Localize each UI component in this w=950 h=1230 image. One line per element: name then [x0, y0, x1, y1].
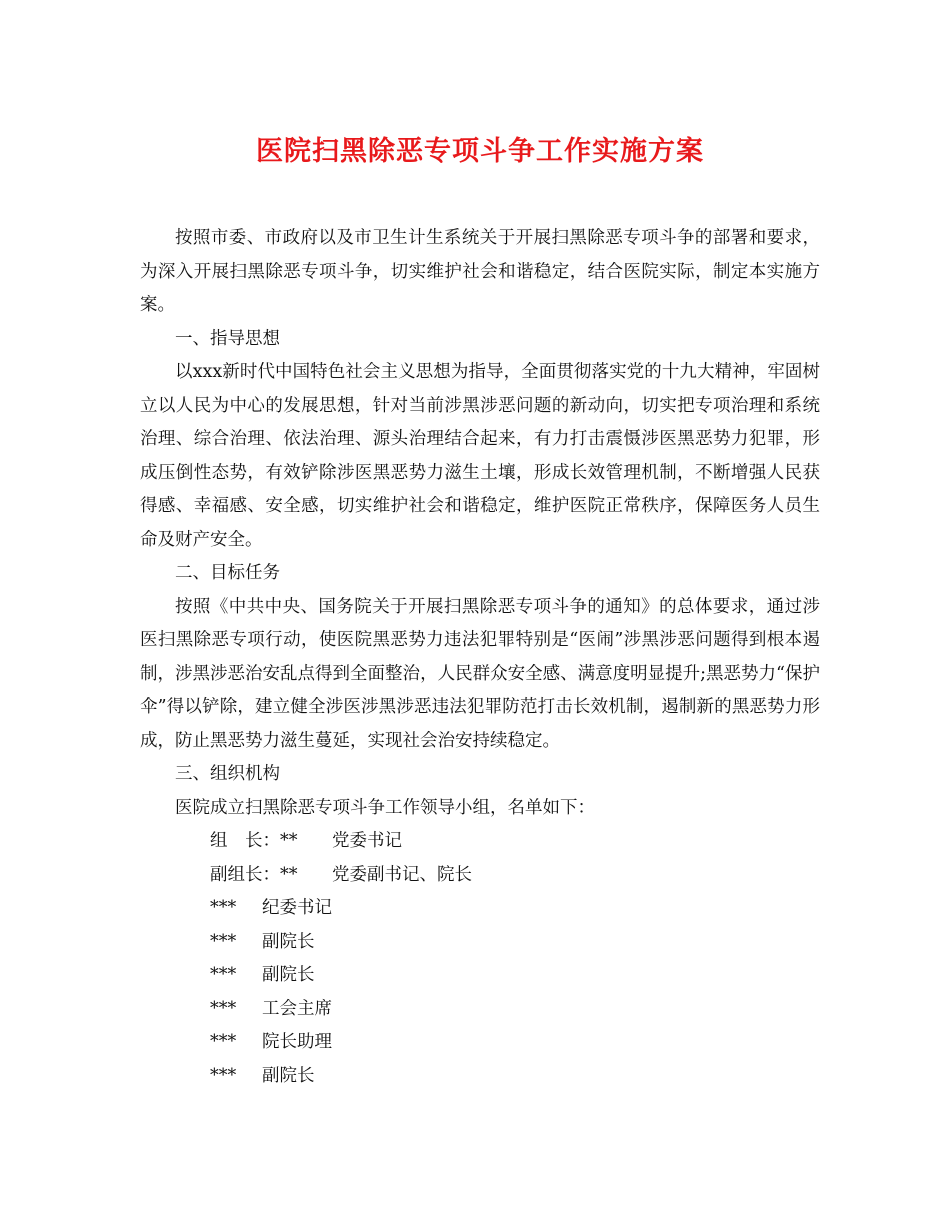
roster-title: 工会主席	[262, 998, 332, 1019]
document-title: 医院扫黑除恶专项斗争工作实施方案	[256, 136, 704, 167]
document-body	[140, 222, 820, 1093]
roster-item	[140, 1060, 820, 1094]
roster-title: 党委副书记、院长	[332, 864, 472, 885]
roster-name: ***	[210, 1065, 237, 1086]
section-heading-organization: 三、组织机构	[175, 764, 280, 784]
section-heading-guiding-ideology: 一、指导思想	[175, 328, 280, 349]
roster-name: **	[280, 864, 298, 885]
roster-item	[140, 959, 820, 993]
roster-name: **	[280, 831, 298, 851]
roster-item	[140, 926, 820, 960]
roster-role: 组 长：	[210, 831, 280, 851]
roster-item	[140, 825, 820, 859]
roster-name: ***	[210, 965, 237, 985]
section-paragraph-organization: 医院成立扫黑除恶专项斗争工作领导小组，名单如下：	[175, 797, 595, 818]
roster-role: 副组长：	[210, 864, 280, 885]
section-paragraph-guiding-ideology: 以xxx新时代中国特色社会主义思想为指导，全面贯彻落实党的十九大精神，牢固树立以人民为中心的发展思想，针对当前涉黑涉恶问题的新动向，切实把专项治理和系统治理、综合治理、依法治理、源头治理结合起来，有力打击震慑涉医黑恶势力犯罪，形成压倒性态势，有效铲除涉医黑恶势力滋生土壤，形成长效管理机制，不断增强人民获得感、幸福感、安全感，切实维护社会和谐稳定，维护医院正常秩序，保障医务人员生命及财产安全。	[140, 362, 820, 550]
roster-name: ***	[210, 931, 237, 952]
roster-title: 副院长	[262, 1065, 315, 1086]
roster-name: ***	[210, 898, 237, 918]
roster-title: 副院长	[262, 965, 315, 985]
roster-item	[140, 1026, 820, 1060]
roster-name: ***	[210, 998, 237, 1019]
roster-title: 党委书记	[332, 831, 402, 851]
roster-item	[140, 892, 820, 926]
section-heading-objectives: 二、目标任务	[175, 563, 280, 583]
section-paragraph-objectives: 按照《中共中央、国务院关于开展扫黑除恶专项斗争的通知》的总体要求，通过涉医扫黑除恶专项行动，使医院黑恶势力违法犯罪特别是“医闹”涉黑涉恶问题得到根本遏制，涉黑涉恶治安乱点得到全面整治，人民群众安全感、满意度明显提升;黑恶势力“保护伞”得以铲除，建立健全涉医涉黑涉恶违法犯罪防范打击长效机制，遏制新的黑恶势力形成，防止黑恶势力滋生蔓延，实现社会治安持续稳定。	[140, 596, 820, 751]
roster-title: 副院长	[262, 931, 315, 952]
roster-name: ***	[210, 1032, 237, 1052]
roster-title: 纪委书记	[262, 898, 332, 918]
roster-title: 院长助理	[262, 1032, 332, 1052]
roster-item	[140, 859, 820, 893]
roster-item	[140, 993, 820, 1027]
intro-paragraph: 按照市委、市政府以及市卫生计生系统关于开展扫黑除恶专项斗争的部署和要求，为深入开展扫黑除恶专项斗争，切实维护社会和谐稳定，结合医院实际，制定本实施方案。	[140, 228, 820, 315]
leadership-roster	[140, 825, 820, 1093]
